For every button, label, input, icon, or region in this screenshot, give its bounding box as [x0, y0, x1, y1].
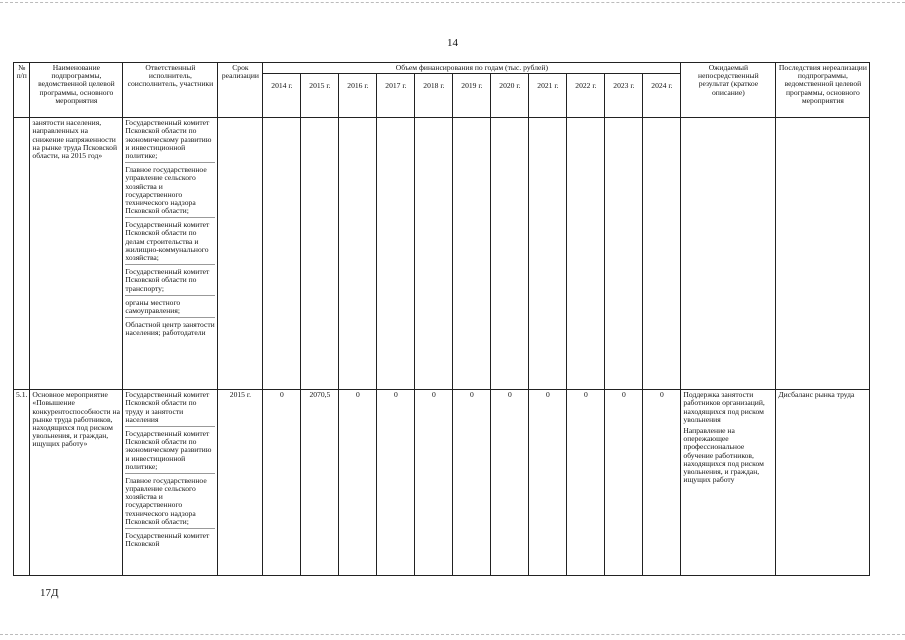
header-year: 2019 г. — [453, 74, 491, 118]
row-num — [14, 118, 30, 390]
value-2021: 0 — [529, 390, 567, 576]
value-2016 — [339, 118, 377, 390]
page-number: 14 — [447, 37, 458, 49]
executor-entry: Государственный комитет Псковской — [125, 531, 210, 549]
header-result: Ожидаемый непосредственный результат (краткое описание) — [681, 63, 776, 118]
header-year: 2017 г. — [377, 74, 415, 118]
value-2019 — [453, 118, 491, 390]
row-name: Основное мероприятие «Повышение конкурентоспособности на рынке труда работников, находящихся под риском увольнения, и граждан, ищущих работу» — [30, 390, 123, 576]
scan-edge-bottom — [0, 634, 905, 635]
row-consequence: Дисбаланс рынка труда — [776, 390, 870, 576]
value-2023 — [605, 118, 643, 390]
program-table — [13, 62, 870, 576]
executor-entry: Главное государственное управление сельского хозяйства и государственного технического надзора Псковской области; — [125, 166, 215, 218]
header-term: Срок реализации — [218, 63, 263, 118]
row-num: 5.1. — [14, 390, 30, 576]
header-year: 2014 г. — [263, 74, 301, 118]
value-2015 — [301, 118, 339, 390]
value-2020 — [491, 118, 529, 390]
value-2021 — [529, 118, 567, 390]
scan-edge-top — [0, 2, 905, 3]
header-executor: Ответственный исполнитель, соисполнитель, участники — [123, 63, 218, 118]
header-num: № п/п — [14, 63, 30, 118]
value-2022 — [567, 118, 605, 390]
value-2017 — [377, 118, 415, 390]
header-year: 2023 г. — [605, 74, 643, 118]
table-row — [14, 390, 870, 576]
executor-entry: Областной центр занятости населения; работодатели — [125, 320, 215, 338]
row-name: занятости населения, направленных на снижение напряженности на рынке труда Псковской области, на 2015 год» — [30, 118, 123, 390]
row-consequence — [776, 118, 870, 390]
header-year: 2021 г. — [529, 74, 567, 118]
executor-entry: Государственный комитет Псковской области по делам строительства и жилищно-коммунального хозяйства; — [125, 221, 215, 265]
header-name: Наименование подпрограммы, ведомственной целевой программы, основного мероприятия — [30, 63, 123, 118]
value-2017: 0 — [377, 390, 415, 576]
header-financing: Объем финансирования по годам (тыс. рублей) — [263, 63, 681, 74]
value-2018: 0 — [415, 390, 453, 576]
result-entry: Поддержка занятости работников организаций, находящихся под риском увольнения — [683, 390, 765, 424]
header-year: 2022 г. — [567, 74, 605, 118]
row-term: 2015 г. — [218, 390, 263, 576]
value-2019: 0 — [453, 390, 491, 576]
value-2014: 0 — [263, 390, 301, 576]
header-consequences: Последствия нереализации подпрограммы, ведомственной целевой программы, основного мероприятия — [776, 63, 870, 118]
row-executors — [123, 390, 218, 576]
value-2024 — [643, 118, 681, 390]
row-term — [218, 118, 263, 390]
result-entry: Направление на опережающее профессиональное обучение работников, находящихся под риском увольнения, и граждан, ищущих работу — [683, 425, 764, 485]
header-year: 2018 г. — [415, 74, 453, 118]
executor-entry: Государственный комитет Псковской области по труду и занятости населения — [125, 391, 215, 427]
value-2022: 0 — [567, 390, 605, 576]
executor-entry: органы местного самоуправления; — [125, 299, 215, 318]
value-2020: 0 — [491, 390, 529, 576]
executor-entry: Главное государственное управление сельского хозяйства и государственного технического надзора Псковской области; — [125, 477, 215, 529]
header-year: 2024 г. — [643, 74, 681, 118]
header-year: 2020 г. — [491, 74, 529, 118]
value-2014 — [263, 118, 301, 390]
header-year: 2015 г. — [301, 74, 339, 118]
row-results — [681, 390, 776, 576]
value-2023: 0 — [605, 390, 643, 576]
value-2016: 0 — [339, 390, 377, 576]
header-year: 2016 г. — [339, 74, 377, 118]
row-executors — [123, 118, 218, 390]
executor-entry: Государственный комитет Псковской области по экономическому развитию и инвестиционной политике; — [125, 430, 215, 474]
footer-code: 17Д — [40, 587, 59, 599]
executor-entry: Государственный комитет Псковской области по транспорту; — [125, 268, 215, 296]
row-results — [681, 118, 776, 390]
value-2015: 2070,5 — [301, 390, 339, 576]
table-row — [14, 118, 870, 390]
executor-entry: Государственный комитет Псковской области по экономическому развитию и инвестиционной политике; — [125, 119, 215, 163]
value-2024: 0 — [643, 390, 681, 576]
value-2018 — [415, 118, 453, 390]
